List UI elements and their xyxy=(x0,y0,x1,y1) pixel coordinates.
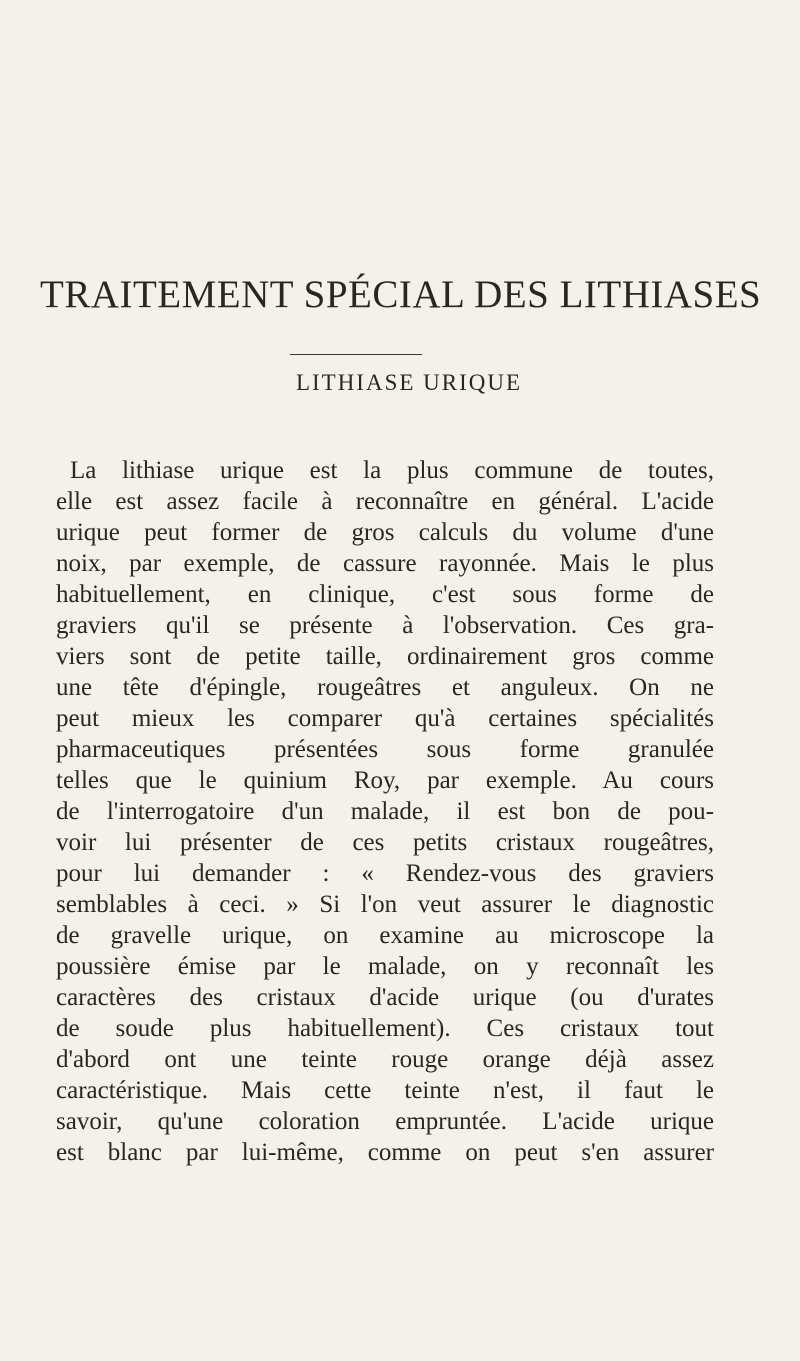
chapter-title: TRAITEMENT SPÉCIAL DES LITHIASES xyxy=(40,273,762,316)
section-title: LITHIASE URIQUE xyxy=(295,370,523,395)
text-line: urique peut former de gros calculs du volume d'une xyxy=(56,519,714,546)
text-line: caractéristique. Mais cette teinte n'est, il faut le xyxy=(56,1077,714,1104)
text-line: voir lui présenter de ces petits cristaux rougeâtres, xyxy=(56,829,714,856)
text-line: de gravelle urique, on examine au microscope la xyxy=(56,922,714,949)
text-line: une tête d'épingle, rougeâtres et anguleux. On ne xyxy=(56,674,714,701)
text-line: pour lui demander : « Rendez-vous des graviers xyxy=(56,860,714,887)
text-line: semblables à ceci. » Si l'on veut assurer le diagnostic xyxy=(56,891,714,918)
text-line: La lithiase urique est la plus commune de toutes, xyxy=(70,457,714,484)
text-line: savoir, qu'une coloration empruntée. L'acide urique xyxy=(56,1108,714,1135)
text-line: graviers qu'il se présente à l'observation. Ces gra- xyxy=(56,612,714,639)
text-line: viers sont de petite taille, ordinairement gros comme xyxy=(56,643,714,670)
text-line: de soude plus habituellement). Ces cristaux tout xyxy=(56,1015,714,1042)
text-line: d'abord ont une teinte rouge orange déjà assez xyxy=(56,1046,714,1073)
text-line: caractères des cristaux d'acide urique (ou d'urates xyxy=(56,984,714,1011)
text-line: habituellement, en clinique, c'est sous forme de xyxy=(56,581,714,608)
text-line: de l'interrogatoire d'un malade, il est bon de pou- xyxy=(56,798,714,825)
text-line: pharmaceutiques présentées sous forme granulée xyxy=(56,736,714,763)
text-line: elle est assez facile à reconnaître en général. L'acide xyxy=(56,488,714,515)
title-divider xyxy=(290,354,422,355)
text-line: poussière émise par le malade, on y reconnaît les xyxy=(56,953,714,980)
text-line: peut mieux les comparer qu'à certaines spécialités xyxy=(56,705,714,732)
text-line: noix, par exemple, de cassure rayonnée. Mais le plus xyxy=(56,550,714,577)
text-line: telles que le quinium Roy, par exemple. Au cours xyxy=(56,767,714,794)
text-line: est blanc par lui-même, comme on peut s'en assurer xyxy=(56,1139,714,1166)
